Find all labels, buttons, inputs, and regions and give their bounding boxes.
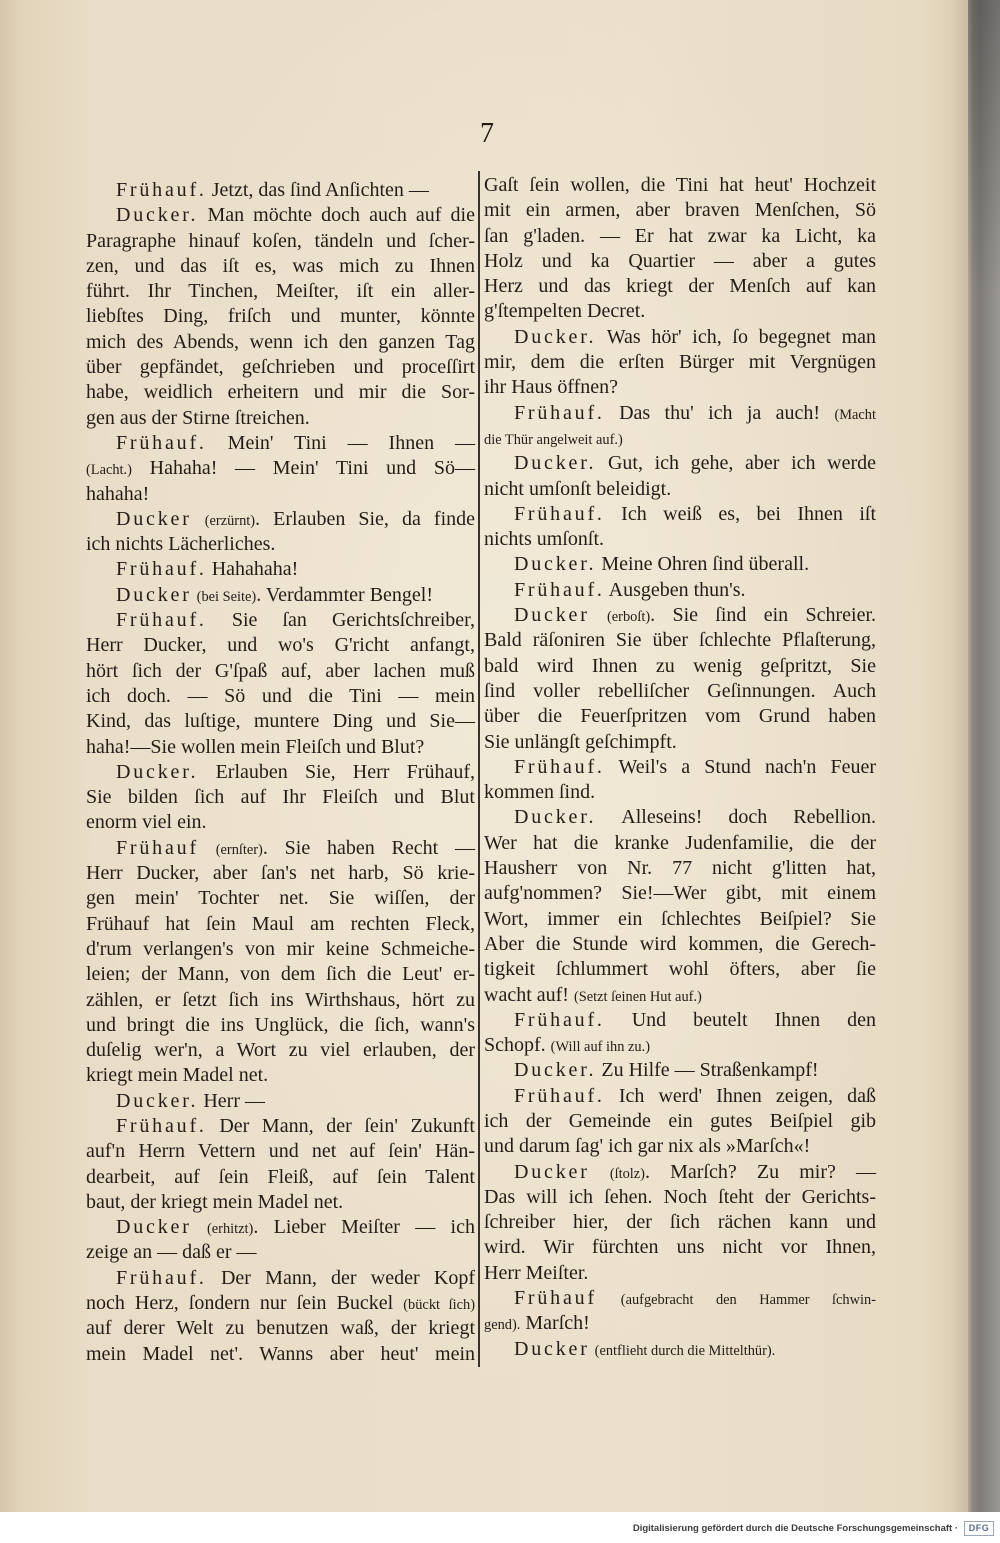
speaker-name: Ducker: [514, 604, 590, 627]
text-line: [484, 1337, 876, 1362]
text-line: [86, 532, 475, 557]
line-text: bald wird Ihnen zu wenig geſpritzt, Sie: [484, 654, 876, 677]
text-line: [484, 426, 876, 451]
line-text: wird. Wir fürchten uns nicht vor Ihnen,: [484, 1236, 876, 1259]
text-line: [484, 527, 876, 552]
line-text: Und beutelt Ihnen den: [604, 1008, 876, 1031]
line-text: hört ſich der G'ſpaß auf, aber lachen muß: [86, 659, 475, 682]
paragraph: [484, 173, 876, 325]
line-text: auf'n Herrn Vettern und net auf ſein' Hän-: [86, 1140, 475, 1163]
text-line: [484, 325, 876, 350]
line-text: . Erlauben Sie, da finde: [255, 507, 476, 530]
line-text: nichts umſonſt.: [484, 528, 604, 551]
text-line: [86, 431, 475, 456]
text-line: [484, 957, 876, 982]
line-text: gen mein' Tochter net. Sie wiſſen, der: [86, 887, 475, 910]
text-line: [86, 1114, 475, 1139]
speaker-name: Frühauf.: [116, 558, 207, 581]
text-line: [86, 861, 475, 886]
text-line: [86, 229, 475, 254]
text-line: [484, 173, 876, 198]
stage-direction: (ſtolz): [609, 1165, 645, 1182]
text-line: [86, 304, 475, 329]
stage-direction: die Thür angelweit auf.): [484, 431, 623, 448]
line-text: ich doch. — Sö und die Tini — mein: [86, 684, 475, 707]
dfg-logo: DFG: [964, 1521, 994, 1536]
text-line: [484, 198, 876, 223]
speaker-name: Frühauf: [514, 1287, 597, 1310]
speaker-name: Frühauf.: [514, 755, 605, 778]
text-line: [86, 810, 475, 835]
line-text: Das thu' ich ja auch!: [604, 401, 835, 424]
line-text: baut, der kriegt mein Madel net.: [86, 1190, 344, 1213]
text-line: [484, 1109, 876, 1134]
line-text: noch Herz, ſondern nur ſein Buckel: [86, 1292, 404, 1315]
speaker-name: Frühauf.: [116, 179, 207, 201]
speaker-name: Frühauf.: [116, 431, 207, 454]
speaker-name: Ducker: [116, 507, 192, 530]
stage-direction: (bei Seite): [196, 588, 257, 605]
text-line: [484, 1084, 876, 1109]
text-line: [484, 679, 876, 704]
line-text: Herr Ducker, aber ſan's net harb, Sö krie-: [86, 862, 475, 885]
text-line: [484, 502, 876, 527]
text-line: [484, 1134, 876, 1159]
line-text: Wer hat die kranke Judenfamilie, die der: [484, 831, 876, 854]
paragraph: [86, 836, 475, 1089]
text-line: [86, 482, 475, 507]
text-line: [86, 380, 475, 405]
speaker-name: Ducker.: [116, 1089, 199, 1112]
line-text: Meine Ohren ſind überall.: [596, 553, 810, 576]
text-line: [484, 755, 876, 780]
line-text: Schopf.: [484, 1034, 551, 1057]
speaker-name: Ducker.: [514, 452, 597, 475]
line-text: . Marſch? Zu mir? —: [644, 1160, 877, 1183]
line-text: mein Madel net'. Wanns aber heut' mein: [86, 1342, 475, 1365]
text-line: [484, 350, 876, 375]
line-text: Sie ſan Gerichtsſchreiber,: [206, 609, 475, 632]
line-text: liebſtes Ding, friſch und munter, könnte: [86, 305, 475, 328]
column-rule: [478, 171, 480, 1367]
line-text: kommen ſind.: [484, 781, 596, 804]
speaker-name: Frühauf.: [116, 609, 207, 632]
footer: [0, 1512, 1000, 1543]
speaker-name: Ducker.: [116, 204, 199, 227]
line-text: Erlauben Sie, Herr Frühauf,: [198, 760, 475, 783]
paragraph: [484, 755, 876, 806]
text-line: [86, 1038, 475, 1063]
paragraph: [484, 1058, 876, 1083]
line-text: Herr Meiſter.: [484, 1261, 589, 1284]
line-text: Aber die Stunde wird kommen, die Gerech-: [484, 932, 876, 955]
text-line: [86, 583, 475, 608]
text-line: [86, 1089, 475, 1114]
line-text: Wort, immer ein ſchlechtes Beiſpiel? Sie: [484, 907, 876, 930]
text-line: [484, 628, 876, 653]
line-text: Herz und das kriegt der Menſch auf kan: [484, 275, 876, 298]
stage-direction: (erhitzt): [206, 1221, 254, 1238]
text-line: [86, 507, 475, 532]
text-line: [484, 907, 876, 932]
text-line: [484, 224, 876, 249]
line-text: zählen, er ſetzt ſich ins Wirthshaus, hört zu: [86, 988, 475, 1011]
line-text: Zu Hilfe — Straßenkampf!: [596, 1059, 819, 1082]
line-text: [590, 1161, 610, 1183]
text-line: [484, 831, 876, 856]
text-line: [86, 1190, 475, 1215]
text-line: [86, 988, 475, 1013]
text-line: [484, 1261, 876, 1286]
speaker-name: Ducker: [514, 1160, 590, 1183]
line-text: und bringt die ins Unglück, die ſich, wann's: [86, 1013, 475, 1036]
line-text: . Lieber Meiſter — ich: [253, 1216, 475, 1239]
stage-direction: (Setzt ſeinen Hut auf.): [573, 988, 702, 1005]
paragraph: [86, 760, 475, 836]
text-line: [86, 659, 475, 684]
line-text: und darum ſag' ich gar nix als »Marſch«!: [484, 1135, 811, 1158]
paragraph: [484, 603, 876, 755]
text-line: [86, 355, 475, 380]
line-text: leien; der Mann, von dem ſich die Leut' er-: [86, 963, 475, 986]
line-text: mir, dem die erſten Bürger mit Vergnügen: [484, 351, 876, 374]
line-text: ſan g'laden. — Er hat zwar ka Licht, ka: [484, 224, 876, 247]
line-text: Jetzt, das ſind Anſichten —: [206, 179, 429, 201]
line-text: kriegt mein Madel net.: [86, 1064, 269, 1087]
paragraph: [86, 1215, 475, 1266]
paragraph: [86, 431, 475, 507]
paragraph: [484, 1084, 876, 1160]
speaker-name: Frühauf.: [514, 1084, 605, 1107]
text-line: [86, 1291, 475, 1316]
paragraph: [86, 1114, 475, 1215]
speaker-name: Frühauf.: [116, 1114, 207, 1137]
line-text: Der Mann, der ſein' Zukunft: [206, 1114, 475, 1137]
stage-direction: (ernſter): [215, 841, 263, 858]
speaker-name: Ducker.: [514, 553, 597, 576]
paragraph: [86, 1266, 475, 1367]
text-line: [86, 962, 475, 987]
line-text: . Sie ſind ein Schreier.: [650, 604, 876, 627]
text-line: [86, 254, 475, 279]
text-line: [484, 1033, 876, 1058]
line-text: [192, 1216, 207, 1238]
footer-text: Digitalisierung gefördert durch die Deutsche Forschungsgemeinschaft ·: [632, 1523, 958, 1534]
speaker-name: Ducker.: [116, 760, 199, 783]
speaker-name: Ducker.: [514, 1059, 597, 1082]
text-line: [484, 1286, 876, 1311]
text-line: [86, 279, 475, 304]
text-line: [86, 178, 475, 203]
paragraph: [86, 557, 475, 582]
line-text: Kind, das luſtige, muntere Ding und Sie—: [86, 710, 475, 733]
line-text: Sie bilden ſich auf Ihr Fleiſch und Blut: [86, 786, 475, 809]
page-number: 7: [480, 118, 494, 149]
line-text: über gepfändet, geſchrieben und proceſſirt: [86, 356, 475, 379]
line-text: Frühauf hat ſein Maul am rechten Fleck,: [86, 912, 475, 935]
paragraph: [484, 1008, 876, 1059]
text-line: [484, 983, 876, 1008]
speaker-name: Frühauf.: [514, 502, 605, 525]
speaker-name: Frühauf: [116, 836, 199, 859]
paragraph: [86, 583, 475, 608]
stage-direction: (Will auf ihn zu.): [550, 1039, 650, 1056]
line-text: . Verdammter Bengel!: [256, 583, 434, 606]
column-right: [484, 173, 876, 1362]
line-text: . Sie haben Recht —: [262, 836, 475, 859]
stage-direction: gend).: [484, 1317, 521, 1334]
line-text: Herr —: [198, 1089, 265, 1112]
line-text: Ich werd' Ihnen zeigen, daß: [604, 1084, 876, 1107]
speaker-name: Frühauf.: [116, 1266, 207, 1289]
line-text: Marſch!: [520, 1312, 590, 1335]
text-line: [484, 881, 876, 906]
text-line: [484, 932, 876, 957]
line-text: Gaſt ſein wollen, die Tini hat heut' Hochzeit: [484, 174, 876, 196]
text-line: [86, 557, 475, 582]
text-line: [484, 805, 876, 830]
line-text: hahaha!: [86, 482, 150, 505]
line-text: gen aus der Stirne ſtreichen.: [86, 406, 310, 429]
speaker-name: Ducker: [116, 583, 192, 606]
paragraph: [86, 203, 475, 431]
paragraph: [86, 507, 475, 558]
line-text: habe, weidlich erheitern und mir die Sor-: [86, 381, 475, 404]
line-text: enorm viel ein.: [86, 811, 207, 834]
text-line: [484, 401, 876, 426]
line-text: Paragraphe hinauf koſen, tändeln und ſcher-: [86, 229, 475, 252]
text-line: [86, 203, 475, 228]
line-text: über die Feuerſpritzen vom Grund haben: [484, 705, 876, 728]
paragraph: [484, 1337, 876, 1362]
text-line: [484, 1058, 876, 1083]
speaker-name: Frühauf.: [514, 578, 605, 601]
line-text: dearbeit, auf ſein Fleiß, auf ſein Talent: [86, 1165, 475, 1188]
paragraph: [484, 401, 876, 452]
text-line: [86, 456, 475, 481]
stage-direction: (bückt ſich): [403, 1297, 476, 1314]
paragraph: [86, 1089, 475, 1114]
line-text: Ich weiß es, bei Ihnen iſt: [604, 502, 876, 525]
text-line: [86, 1240, 475, 1265]
text-line: [484, 1185, 876, 1210]
text-line: [86, 785, 475, 810]
paragraph: [86, 608, 475, 760]
text-line: [484, 274, 876, 299]
text-line: [86, 633, 475, 658]
text-line: [86, 1139, 475, 1164]
text-line: [484, 1210, 876, 1235]
text-line: [86, 912, 475, 937]
paragraph: [86, 178, 475, 203]
text-line: [484, 780, 876, 805]
paragraph: [484, 1160, 876, 1286]
paragraph: [484, 552, 876, 577]
text-line: [484, 375, 876, 400]
line-text: zeige an — daß er —: [86, 1241, 257, 1264]
line-text: tigkeit ſchlummert wohl öfters, aber ſie: [484, 958, 876, 981]
paragraph: [484, 502, 876, 553]
text-line: [484, 1235, 876, 1260]
paragraph: [484, 451, 876, 502]
line-text: mich des Abends, wenn ich den ganzen Tag: [86, 330, 475, 353]
line-text: wacht auf!: [484, 983, 574, 1006]
line-text: Gut, ich gehe, aber ich werde: [596, 452, 876, 475]
line-text: Sie unlängſt geſchimpft.: [484, 730, 677, 753]
line-text: Mein' Tini — Ihnen —: [206, 431, 475, 454]
stage-direction: (erzürnt): [204, 512, 256, 529]
line-text: auf derer Welt zu benutzen waß, der kriegt: [86, 1317, 475, 1340]
paragraph: [484, 325, 876, 401]
stage-direction: (entflieht durch die Mittelthür).: [594, 1342, 776, 1359]
speaker-name: Ducker.: [514, 806, 597, 829]
line-text: [590, 604, 607, 626]
text-line: [86, 937, 475, 962]
paragraph: [484, 805, 876, 1007]
line-text: mit ein armen, aber braven Menſchen, Sö: [484, 199, 876, 222]
line-text: d'rum verlangen's von mir keine Schmeiche-: [86, 937, 475, 960]
text-line: [86, 886, 475, 911]
text-line: [86, 760, 475, 785]
text-line: [86, 709, 475, 734]
page-edge-shadow: [968, 0, 1000, 1512]
text-line: [86, 406, 475, 431]
line-text: Holz und ka Quartier — aber a gutes: [484, 249, 876, 272]
paragraph: [484, 1286, 876, 1337]
text-line: [484, 1160, 876, 1185]
stage-direction: (aufgebracht den Hammer ſchwin-: [620, 1292, 876, 1309]
line-text: Was hör' ich, ſo begegnet man: [596, 325, 876, 348]
text-line: [484, 1311, 876, 1336]
speaker-name: Frühauf.: [514, 401, 605, 424]
line-text: führt. Ihr Tinchen, Meiſter, iſt ein aller-: [86, 280, 475, 303]
speaker-name: Ducker: [116, 1216, 192, 1239]
line-text: g'ſtempelten Decret.: [484, 300, 646, 323]
text-line: [86, 608, 475, 633]
text-line: [484, 552, 876, 577]
text-line: [86, 1342, 475, 1367]
line-text: ſind voller rebelliſcher Geſinnungen. Auch: [484, 679, 876, 702]
text-line: [484, 856, 876, 881]
text-line: [86, 1215, 475, 1240]
text-line: [86, 836, 475, 861]
speaker-name: Frühauf.: [514, 1008, 605, 1031]
text-line: [484, 451, 876, 476]
line-text: Hahahaha!: [206, 558, 299, 581]
line-text: duſelig wer'n, a Wort zu viel erlauben, der: [86, 1039, 475, 1062]
text-line: [484, 654, 876, 679]
text-line: [484, 603, 876, 628]
text-line: [86, 1013, 475, 1038]
line-text: aufg'nommen? Sie!—Wer gibt, mit einem: [484, 882, 876, 905]
speaker-name: Ducker.: [514, 325, 597, 348]
text-line: [484, 578, 876, 603]
text-line: [86, 1165, 475, 1190]
line-text: haha!—Sie wollen mein Fleiſch und Blut?: [86, 735, 425, 758]
paragraph: [484, 578, 876, 603]
line-text: Herr Ducker, und wo's G'richt anfangt,: [86, 634, 475, 657]
text-line: [484, 730, 876, 755]
text-line: [86, 1266, 475, 1291]
text-line: [484, 704, 876, 729]
line-text: [192, 508, 205, 530]
speaker-name: Ducker: [514, 1337, 590, 1360]
stage-direction: (Lacht.): [86, 462, 132, 479]
line-text: Ausgeben thun's.: [604, 578, 746, 601]
line-text: [199, 837, 216, 859]
line-text: Der Mann, der weder Kopf: [206, 1266, 475, 1289]
line-text: zen, und das iſt es, was mich zu Ihnen: [86, 254, 475, 277]
line-text: Man möchte doch auch auf die: [198, 204, 475, 227]
line-text: Hahaha! — Mein' Tini und Sö—: [131, 457, 475, 480]
line-text: ſchreiber hier, der ſich rächen kann und: [484, 1211, 876, 1234]
line-text: ihr Haus öffnen?: [484, 376, 619, 399]
line-text: nicht umſonſt beleidigt.: [484, 477, 672, 500]
line-text: [597, 1287, 621, 1309]
text-line: [484, 299, 876, 324]
text-line: [86, 1063, 475, 1088]
text-line: [86, 735, 475, 760]
line-text: Das will ich ſehen. Noch ſteht der Gerichts-: [484, 1185, 876, 1208]
text-line: [86, 684, 475, 709]
line-text: Weil's a Stund nach'n Feuer: [604, 755, 876, 778]
text-line: [86, 1316, 475, 1341]
text-line: [484, 249, 876, 274]
column-left: [86, 178, 475, 1367]
stage-direction: (Macht: [834, 406, 876, 423]
line-text: ich der Gemeinde ein gutes Beiſpiel gib: [484, 1109, 876, 1132]
line-text: Alleseins! doch Rebellion.: [596, 806, 876, 829]
text-line: [484, 477, 876, 502]
text-line: [86, 330, 475, 355]
stage-direction: (erboſt): [606, 609, 651, 626]
text-line: [484, 1008, 876, 1033]
line-text: Bald räſoniren Sie über ſchlechte Pflaſterung,: [484, 629, 876, 652]
line-text: ich nichts Lächerliches.: [86, 533, 276, 556]
line-text: Hausherr von Nr. 77 nicht g'litten hat,: [484, 857, 876, 880]
